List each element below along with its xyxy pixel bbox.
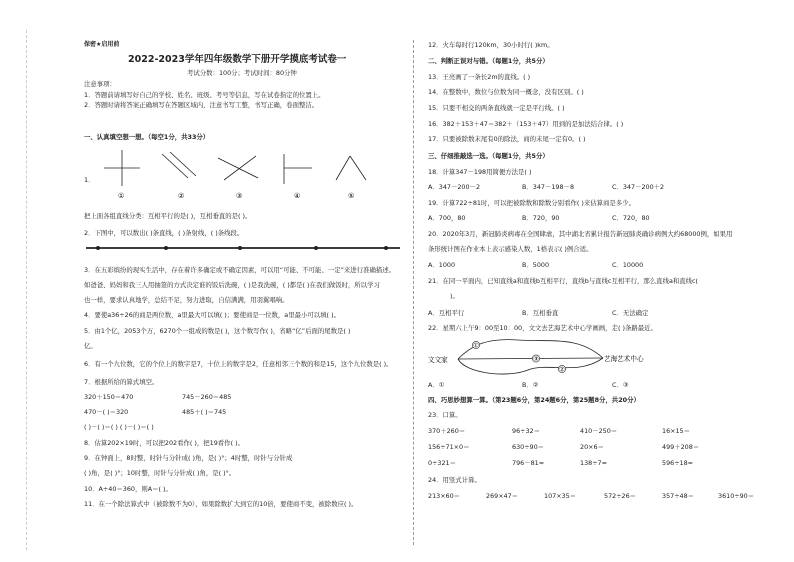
- exam-subtitle: 考试分数：100分；考试时间：80分钟: [187, 69, 297, 77]
- map-end-label: 艺海艺术中心: [604, 355, 644, 363]
- q3-line-2: 如爸爸、妈妈和我三人用抽签的方式决定谁的饭后洗碗，( )是我洗碗，( )都是( )在我们做饭时，所以学习: [84, 281, 380, 289]
- q18-option-b: B．347－198－8: [522, 183, 575, 191]
- q21-option-a: A．互相平行: [428, 309, 465, 317]
- binding-margin-line: [26, 30, 27, 550]
- q23-text: 23．口算。: [428, 411, 462, 419]
- q16-text: 16．382＋153＋47＝382＋（153＋47）用到的是加法结合律。( ): [428, 120, 624, 128]
- q20-option-a: A．1000: [428, 261, 456, 269]
- notes-title: 注意事项：: [84, 80, 116, 88]
- q20-option-c: C．10000: [612, 261, 644, 269]
- q7-row2-col1: 470－( )＝320: [84, 408, 129, 416]
- section-4-heading: 四、巧思妙想算一算。（第23题6分，第24题6分，第25题8分，共20分）: [428, 396, 640, 404]
- q21-option-c: C．无法确定: [612, 309, 649, 317]
- vertical-calc-6: 3610÷90＝: [718, 492, 755, 500]
- q7-row2-col2: 485＋( )＝745: [182, 408, 227, 416]
- q20-line-2: 条形统计图在作业本上表示感染人数，1格表示( )例合适。: [428, 245, 593, 253]
- q22-text: 22．星期六上午9：00至10：00，文文去艺海艺术中心学画画，走( )条路最近。: [428, 324, 657, 332]
- secret-label: 保密★启用前: [84, 41, 120, 48]
- q2-line-figure: [84, 241, 404, 255]
- vertical-calc-2: 269×47＝: [486, 492, 519, 500]
- q19-option-b: B．720，90: [522, 214, 560, 222]
- figure-2-line-a: [162, 154, 188, 178]
- q11-text: 11．在一个除法算式中（被除数不为0），如果除数扩大到它的10倍，要使商不变，被除数应( )。: [84, 500, 358, 508]
- figure-label-4: ④: [294, 192, 301, 200]
- column-divider: [413, 40, 414, 545]
- q19-text: 19．计算722÷81时，可以把被除数和除数分别看作( )来估算商是多少。: [428, 199, 635, 207]
- q1-number: 1．: [84, 176, 95, 184]
- q13-text: 13．王亮画了一条长2m的直线。( ): [428, 73, 531, 81]
- q7-text: 7．根据所给的算式填空。: [84, 378, 159, 386]
- calc-r1-3: 410－250＝: [580, 427, 618, 435]
- q7-row1-col1: 320＋150＝470: [84, 393, 134, 401]
- q22-option-c: C．③: [612, 381, 629, 389]
- q9-line-2: ( )角，是( )°；10时整，时针与分针成( )角，是( )°。: [84, 469, 236, 477]
- q4-text: 4．要使a36÷26的商是两位数，a里最大可以填( )；要使商是一位数，a里最小可以填( )。: [84, 311, 340, 319]
- vertical-calc-3: 107×35＝: [544, 492, 577, 500]
- calc-r1-2: 96÷32＝: [512, 427, 541, 435]
- q20-option-b: B．5000: [522, 261, 550, 269]
- q18-option-c: C．347－200＋2: [612, 183, 665, 191]
- q2-point-4: [314, 246, 318, 250]
- q14-text: 14．在整数中，数位与位数为同一概念，没有区别。( ): [428, 88, 584, 96]
- calc-r2-3: 20×6＝: [580, 443, 604, 451]
- section-1-heading: 一、认真填空想一想。（每空1分，共33分）: [84, 133, 210, 141]
- q3-line-3: 也一样，要求认真地学，总结不足，努力进取，自信满满，用羽翼唱响。: [84, 296, 289, 304]
- figure-label-1: ①: [118, 192, 125, 200]
- calc-r3-4: 596÷18≈: [662, 459, 694, 467]
- route-1-path: [458, 340, 603, 359]
- calc-r1-1: 370＋260＝: [428, 427, 466, 435]
- q2-point-1: [96, 246, 100, 250]
- q5-line-1: 5．由1个亿，2053个万，6270个一组成的数是( )，这个数写作( )，省略“亿”后面的尾数是( ): [84, 327, 351, 335]
- figure-label-3: ③: [236, 192, 243, 200]
- line-figures: [100, 148, 400, 206]
- q12-text: 12．火车每时行120km，30小时行( )km。: [428, 41, 554, 49]
- figure-2-line-b: [170, 152, 196, 176]
- q15-text: 15．只要不相交的两条直线就一定是平行线。( ): [428, 104, 565, 112]
- figure-5-line-b: [350, 156, 366, 180]
- vertical-calc-5: 357÷48＝: [662, 492, 695, 500]
- q21-option-b: B．互相垂直: [522, 309, 559, 317]
- q2-point-2: [164, 246, 168, 250]
- vertical-calc-4: 572÷26＝: [604, 492, 637, 500]
- q9-line-1: 9．在钟面上，8时整，时针与分针成( )角，是( )°；4时整，时针与分针成: [84, 454, 293, 462]
- figure-5-line-a: [336, 156, 350, 180]
- q18-text: 18．计算347－198用简便方法是( ): [428, 168, 532, 176]
- q17-text: 17．只要被除数末尾有0的除法，商的末尾一定有0。( ): [428, 135, 586, 143]
- calc-r2-4: 499＋208＝: [662, 443, 700, 451]
- q21-line-1: 21．在同一平面内，已知直线a和直线b互相平行，直线b与直线c互相平行，那么直线a和直线c(: [428, 277, 699, 285]
- figure-3-line-b: [224, 156, 256, 180]
- exam-title: 2022-2023学年四年级数学下册开学摸底考试卷一: [128, 54, 347, 65]
- route-label-2: ②: [559, 365, 565, 374]
- q18-option-a: A．347－200－2: [428, 183, 481, 191]
- route-map: [428, 334, 708, 380]
- calc-r2-1: 156÷71×0＝: [428, 443, 470, 451]
- q2-point-3: [238, 246, 242, 250]
- q5-line-2: 亿。: [84, 342, 97, 350]
- note-1: 1．答题前请填写好自己的学校、姓名、班级、考号等信息，写在试卷指定的位置上。: [84, 91, 325, 99]
- q19-option-c: C．720，80: [612, 214, 650, 222]
- q22-option-b: B．②: [522, 381, 539, 389]
- q20-line-1: 20．2020年3月，新冠肺炎病毒在全国肆虐，其中湖北省累计报告新冠肺炎确诊病例大约68000例，如果用: [428, 230, 733, 238]
- route-label-1: ①: [473, 341, 479, 350]
- map-start-label: 文文家: [428, 356, 448, 364]
- calc-r3-2: 796－81≈: [512, 459, 545, 467]
- q8-text: 8．估算202×19时，可以把202看作( )，把19看作( )。: [84, 439, 244, 447]
- section-2-heading: 二、判断正误对与错。（每题1分，共5分）: [428, 57, 549, 65]
- route-label-3: ③: [533, 355, 539, 363]
- q7-row3: ( )－( )＝( ) ( )－( )＝( ): [84, 423, 154, 431]
- route-3-path: [458, 358, 603, 359]
- q1-text: 把上面各组直线分类：互相平行的是( )，互相垂直的是( )。: [84, 212, 252, 220]
- q6-text: 6．有一个九位数，它的个位上的数字是7，十位上的数字是2，任意相邻三个数的和是15，这个九位数是( )。: [84, 360, 393, 368]
- q19-option-a: A．700，80: [428, 214, 466, 222]
- figure-label-5: ⑤: [348, 192, 355, 200]
- route-2-path: [458, 358, 603, 374]
- note-2: 2．答题时请将答案正确填写在答题区域内，注意书写工整，书写正确，卷面整洁。: [84, 101, 319, 109]
- figure-3-line-a: [218, 158, 258, 178]
- calc-r1-4: 16×15＝: [662, 427, 691, 435]
- figure-label-2: ②: [178, 192, 185, 200]
- q21-line-2: )。: [450, 292, 459, 300]
- q24-text: 24．用竖式计算。: [428, 476, 481, 484]
- q7-row1-col2: 745－260＝485: [182, 393, 232, 401]
- calc-r3-1: 0÷321＝: [428, 459, 457, 467]
- q2-point-5: [384, 246, 388, 250]
- q10-text: 10．A÷40＝360，则A＝( )。: [84, 485, 172, 493]
- vertical-calc-1: 213×60＝: [428, 492, 461, 500]
- calc-r2-2: 630÷90＝: [512, 443, 545, 451]
- q2-text: 2．下图中，可以数出( )条直线，( )条射线，( )条线段。: [84, 229, 244, 237]
- section-3-heading: 三、仔细推敲选一选。（每题1分，共5分）: [428, 152, 549, 160]
- q3-line-1: 3．在五彩缤纷的现实生活中，存在着许多确定或不确定因素，可以用“可能、不可能、一定”来进行准确描述。: [84, 266, 396, 274]
- calc-r3-3: 138÷7≈: [580, 459, 607, 467]
- q22-option-a: A．①: [428, 381, 445, 389]
